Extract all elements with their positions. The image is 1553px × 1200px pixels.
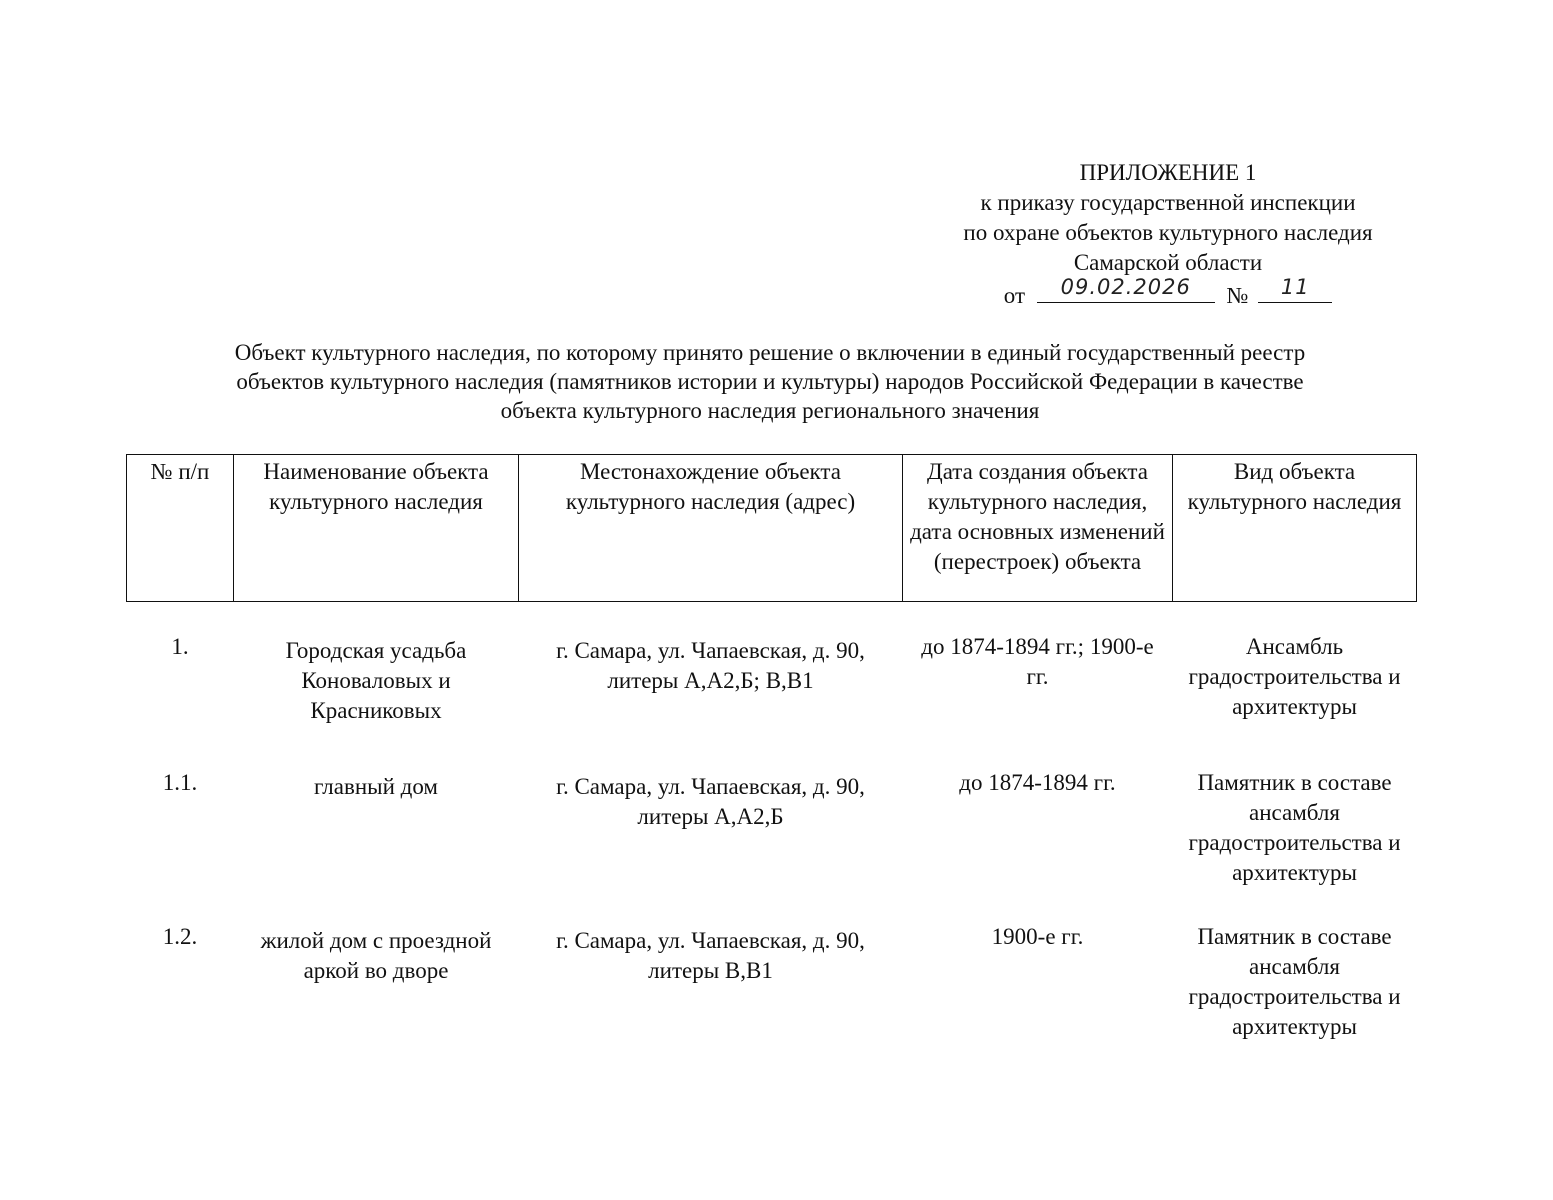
row-address: г. Самара, ул. Чапаевская, д. 90, литеры В,В1 xyxy=(556,928,865,983)
order-number-handwritten: 11 xyxy=(1280,275,1310,299)
from-label: от xyxy=(1003,283,1026,308)
header-date: Дата создания объекта культурного наследия, дата основных изменений (перестроек) объекта xyxy=(903,455,1173,602)
title-line-1: Объект культурного наследия, по которому принято решение о включении в единый государственный реестр xyxy=(234,340,1306,365)
row-number: 1.2. xyxy=(162,924,198,949)
table-header-row xyxy=(127,455,1417,602)
table-spacer xyxy=(127,602,1417,633)
table-row xyxy=(127,632,1417,768)
row-date: до 1874-1894 гг.; 1900-е гг. xyxy=(921,634,1154,689)
document-title xyxy=(120,338,1420,425)
number-label: № xyxy=(1226,283,1249,308)
header-name: Наименование объекта культурного наследия xyxy=(234,455,519,602)
title-line-3: объекта культурного наследия регионального значения xyxy=(500,398,1040,423)
row-number: 1.1. xyxy=(162,770,198,795)
row-date: 1900-е гг. xyxy=(991,924,1084,949)
title-line-2: объектов культурного наследия (памятников истории и культуры) народов Российской Федерации в качестве xyxy=(236,369,1304,394)
row-type: Памятник в составе ансамбля градостроительства и архитектуры xyxy=(1188,924,1401,1039)
order-date-number-row xyxy=(900,275,1436,311)
row-name: жилой дом с проездной аркой во дворе xyxy=(260,928,492,983)
order-date-field xyxy=(1037,275,1215,303)
appendix-block xyxy=(900,158,1436,311)
header-address: Местонахождение объекта культурного наследия (адрес) xyxy=(519,455,903,602)
order-number-field xyxy=(1258,275,1332,303)
order-date-handwritten: 09.02.2026 xyxy=(1060,275,1191,299)
row-name: главный дом xyxy=(314,774,438,799)
row-date: до 1874-1894 гг. xyxy=(959,770,1116,795)
table-row xyxy=(127,768,1417,922)
spacer-cell xyxy=(127,602,1417,633)
row-address: г. Самара, ул. Чапаевская, д. 90, литеры А,А2,Б xyxy=(556,774,865,829)
appendix-line-3: Самарской области xyxy=(1073,250,1263,275)
appendix-heading: ПРИЛОЖЕНИЕ 1 xyxy=(1079,160,1257,185)
heritage-table xyxy=(126,454,1417,1046)
table-row xyxy=(127,922,1417,1046)
appendix-line-1: к приказу государственной инспекции xyxy=(980,190,1356,215)
appendix-line-2: по охране объектов культурного наследия xyxy=(963,220,1373,245)
row-type: Памятник в составе ансамбля градостроительства и архитектуры xyxy=(1188,770,1401,885)
row-address: г. Самара, ул. Чапаевская, д. 90, литеры А,А2,Б; В,В1 xyxy=(556,638,865,693)
row-number: 1. xyxy=(171,634,189,659)
header-type: Вид объекта культурного наследия xyxy=(1173,455,1417,602)
header-number: № п/п xyxy=(127,455,234,602)
row-name: Городская усадьба Коноваловых и Красниковых xyxy=(285,638,467,723)
row-type: Ансамбль градостроительства и архитектуры xyxy=(1188,634,1401,719)
